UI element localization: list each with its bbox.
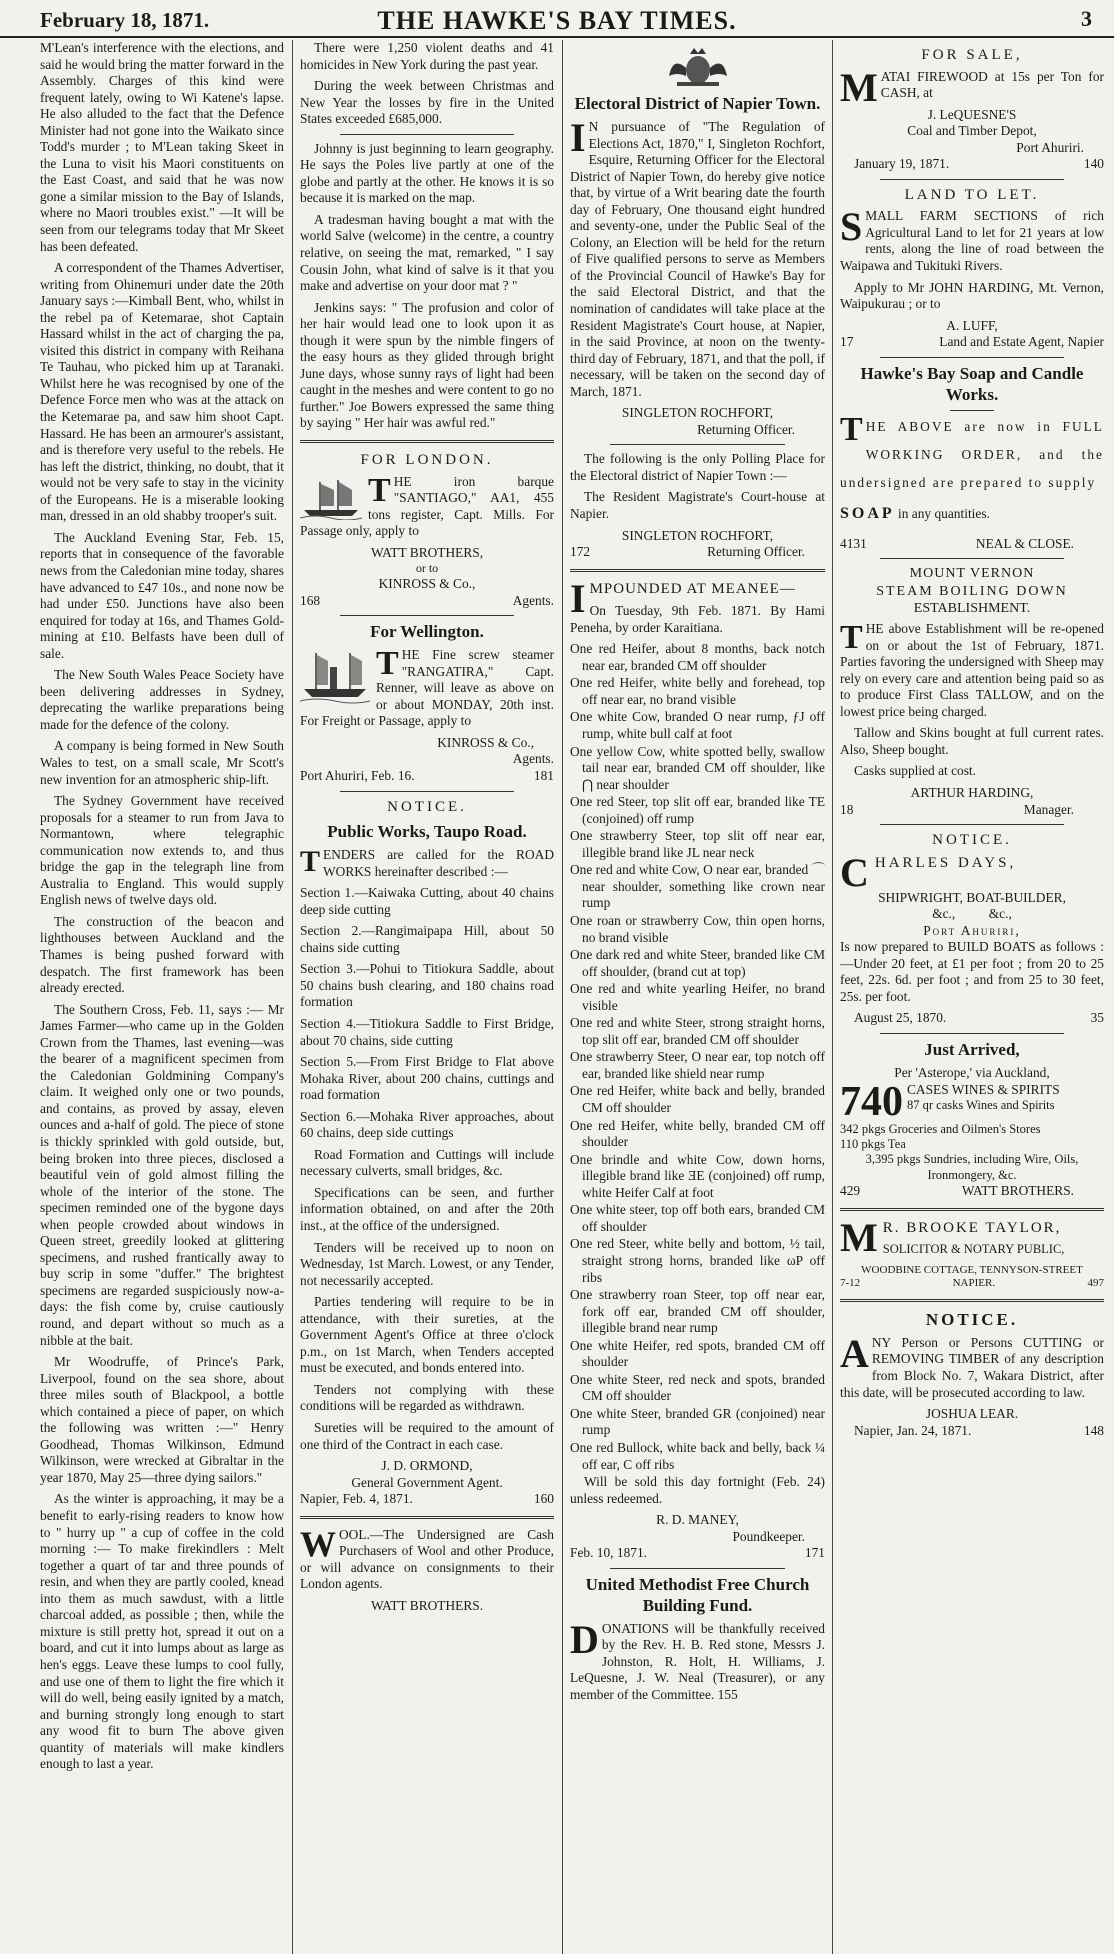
- column-3: Electoral District of Napier Town. I N pursuance of "The Regulation of Elections Act, 1870," I, Singleton Rochfort, Esquire, Returning Officer for the Electoral District of Napier Town, do hereby give notice that, by virtue of a Writ bearing date the fourth day of February, One thousand eight hundred and seventy-one, under the Public Seal of the Colony, an Election will be held for the return of Five qualified persons to serve as Members of the Provincial Council of Hawke's Bay for the said Electoral District, and that the nomination of candidates will take place at the Resident Magistrate's Court house, at Napier, in the said Province, at noon on the twenty-third day of February, 1871, and that the poll, if necessary, will be taken on the second day of March, 1871. SINGLETON ROCHFORT, Returning Officer. The following is the only Polling Place for the Electoral district of Napier Town :— The Resident Magistrate's Court-house at Napier. SINGLETON ROCHFORT, 172 Returning Officer. IMPOUNDED AT MEANEE— On Tuesday, 9th Feb. 1871. By Hami Peneha, by order Karaitiana. One red Heifer, about 8 months, back notch near ear, branded CM off shoulder One red Heifer, white belly and forehead, top off near ear, no brand visible One white Cow, branded O near rump, ƒJ off rump, white bull calf at foot One yellow Cow, white spotted belly, swallow tail near ear, branded CM off shoulder, like ⋂ near shoulder One red Steer, top slit off ear, branded like TE (conjoined) off rump One strawberry Steer, top slit off near ear, illegible brand like JL near neck One red and white Cow, O near ear, branded ⌒ near shoulder, something like crown near rump One roan or strawberry Cow, thin open horns, no brand visible One dark red and white Steer, branded like CM off shoulder, (brand cut at top) One red and white yearling Heifer, no brand visible One red and white Steer, strong straight horns, top slit off ear, branded CM off shoulder One strawberry Steer, O near ear, top notch off ear, branded like shield near rump One red Heifer, white back and belly, branded CM off shoulder One red Heifer, white belly, branded CM off shoulder One brindle and white Cow, down horns, illegible brand like ƎE (conjoined) off rump, white Heifer Calf at foot One white steer, top off both ears, branded CM off shoulder One red Steer, white belly and bottom, ½ tail, straight strong horns, branded like ωP off ribs One strawberry roan Steer, top off near ear, fork off ear, branded CM off shoulder, illegible brand near rump One white Heifer, red spots, branded CM off shoulder One white Steer, red neck and spots, branded CM off shoulder One white Steer, branded GR (conjoined) near rump One red Bullock, white back and belly, back ¼ off ear, C off ribs Will be sold this day fortnight (Feb. 24) unless redeemed. R. D. MANEY, Poundkeeper. Feb. 10, 1871. 171 United Methodist Free Church Building Fund. DONATIONS will be thankfully received by the Rev. H. B. Red stone, Messrs J. Johnston, R. Holt, H. Williams, J. LeQuesne, J. W. Neal (Treasurer), or any member of the Committee. 155: [570, 40, 825, 1954]
- ad-number: 168: [300, 592, 321, 608]
- divider: [880, 179, 1064, 180]
- ad-number: 140: [1083, 156, 1104, 172]
- notice-heading: NOTICE.: [932, 832, 1012, 849]
- tender-section: Section 3.—Pohui to Titiokura Saddle, about 50 chains bush clearing, and 180 chains road formation: [300, 961, 554, 1010]
- ad-number: 497: [1087, 1277, 1104, 1290]
- ad-heading: LAND TO LET.: [904, 186, 1040, 203]
- impounded-animal: One brindle and white Cow, down horns, illegible brand like ƎE (conjoined) off rump, white Heifer Calf at foot: [570, 1151, 825, 1200]
- agent-name: KINROSS & Co.,: [437, 734, 534, 750]
- page-number: 3: [1081, 6, 1092, 31]
- tender-section: Section 1.—Kaiwaka Cutting, about 40 chains deep side cutting: [300, 885, 554, 917]
- notice-heading: NOTICE.: [387, 798, 467, 815]
- impounded-animal: One red Bullock, white back and belly, back ¼ off ear, C off ribs: [570, 1439, 825, 1472]
- column-4: FOR SALE, MATAI FIREWOOD at 15s per Ton for CASH, at J. LeQUESNE'S Coal and Timber Depot, Port Ahuriri. January 19, 1871. 140 LAND TO LET. SMALL FARM SECTIONS of rich Agricultural Land to let for 21 years at low rents, along the line of road between the Waipawa and Tukituki Rivers. Apply to Mr JOHN HARDING, Mt. Vernon, Waipukurau ; or to A. LUFF, 17 Land and Estate Agent, Napier Hawke's Bay Soap and Candle Works. THE ABOVE are now in FULL WORKING ORDER, and the undersigned are prepared to supply SOAP in any quantities. 4131 NEAL & CLOSE. MOUNT VERNON STEAM BOILING DOWN ESTABLISHMENT. THE above Establishment will be re-opened on or about the 1st of February, 1871. Parties favoring the undersigned with Sheep may rely on every care and attention being paid so as to produce First Class TALLOW, and on the lowest price being charged. Tallow and Skins bought at full current rates. Also, Sheep bought. Casks supplied at cost. ARTHUR HARDING, 18 Manager. NOTICE. CHARLES DAYS, SHIPWRIGHT, BOAT-BUILDER, &c., &c., Port Ahuriri, Is now prepared to BUILD BOATS as follows :—Under 20 feet, at £1 per foot ; from 20 to 25 feet, 22s. 6d. per foot ; and from 25 to 30 feet, 25s. per foot. August 25, 1870. 35 Just Arrived, Per 'Asterope,' via Auckland, 740 CASES WINES & SPIRITS 87 qr casks Wines and Spirits 342 pkgs Groceries and Oilmen's Stores 110 pkgs Tea 3,395 pkgs Sundries, including Wire, Oils, Ironmongery, &c. 429 WATT BROTHERS. M R. BROOKE TAYLOR, SOLICITOR & NOTARY PUBLIC, WOODBINE COTTAGE, TENNYSON-STREET 7-12 NAPIER. 497 NOTICE. ANY Person or Persons CUTTING or REMOVING TIMBER of any description from Block No. 7, Wakara District, after this date, will be prosecuted according to law. JOSHUA LEAR. Napier, Jan. 24, 1871. 148: [840, 47, 1104, 1438]
- impounded-animal: One red Steer, white belly and bottom, ½ tail, straight strong horns, branded like ωP off ribs: [570, 1236, 825, 1285]
- divider: [950, 410, 994, 411]
- impounded-animal: One red and white Cow, O near ear, branded ⌒ near shoulder, something like crown near rump: [570, 862, 825, 911]
- impounded-animal: One white steer, top off both ears, branded CM off shoulder: [570, 1202, 825, 1234]
- divider: [570, 569, 825, 572]
- article-paragraph: Mr Woodruffe, of Prince's Park, Liverpool, found on the sea shore, about three miles south of Blackpool, a bottle which contained a piece of paper, on which the following was written :—" Henry Goodhead, Thomas Wilkinson, Edmund Wilkinson, were wrecked at Gibraltar in the year 1870, May 25—three dying sailors.": [40, 1354, 284, 1485]
- column-rule: [562, 40, 563, 1954]
- impounded-animal: One red and white Steer, strong straight horns, top slit off ear, branded CM off shoulder: [570, 1015, 825, 1047]
- divider: [300, 1516, 554, 1519]
- tender-section: Section 4.—Titiokura Saddle to First Bridge, about 70 chains, side cutting: [300, 1015, 554, 1048]
- column-1: [40, 40, 284, 1954]
- impounded-animal: One white Steer, branded GR (conjoined) near rump: [570, 1405, 825, 1438]
- signature: WATT BROTHERS.: [370, 1597, 484, 1613]
- divider: [880, 357, 1064, 358]
- ad-number: 172: [570, 544, 591, 560]
- agent-name: WATT BROTHERS,: [370, 544, 484, 560]
- article-paragraph: There were 1,250 violent deaths and 41 homicides in New York during the past year.: [300, 40, 554, 72]
- issue-date: February 18, 1871.: [40, 8, 210, 32]
- ad-heading: Hawke's Bay Soap and Candle Works.: [860, 363, 1084, 404]
- divider: [840, 1299, 1104, 1302]
- column-2: There were 1,250 violent deaths and 41 homicides in New York during the past year. During the week between Christmas and New Year the losses by fire in the United States exceeded £685,000. Johnny is just beginning to learn geography. He says the Poles live partly at one of the globe and partly at the other. He knows it is so because it is marked on the map. A tradesman having bought a mat with the world Salve (welcome) in the centre, a country relative, on seeing the mat, remarked, " I say Cousin John, what kind of salve is it that you make and advertise on your door mat ? " Jenkins says: " The profusion and color of her hair would lead one to look upon it as though it were spun by the nimble fingers of the easy hours as they glided through bright June days, whose sunny rays of light had been caught in the meshes and were content to go no further." Joe Bowers expressed the same thing by saying " Her hair was awful red." FOR LONDON. THE iron barque "SANTIAGO," AA1, 455 tons register, Capt. Mills. For Passage only, apply to WATT BROTHERS, or to KINROSS & Co., 168 Agents. For Wellington. THE Fine screw steamer "RANGATIRA," Capt. Renner, will leave as above on or about MONDAY, 20th inst. For Freight or Passage, apply to KINROSS & Co., Agents. Port Ahuriri, Feb. 16. 181 NOTICE. Public Works, Taupo Road. TENDERS are called for the ROAD WORKS hereinafter described :— Section 1.—Kaiwaka Cutting, about 40 chains deep side cutting Section 2.—Rangimaipapa Hill, about 50 chains side cutting Section 3.—Pohui to Titiokura Saddle, about 50 chains bush clearing, and 180 chains road formation Section 4.—Titiokura Saddle to First Bridge, about 70 chains, side cutting Section 5.—From First Bridge to Flat above Mohaka River, about 200 chains, cuttings and road formation Section 6.—Mohaka River approaches, about 60 chains, deep side cuttings Road Formation and Cuttings will include necessary culverts, small bridges, &c. Specifications can be seen, and further information obtained, on and after the 20th inst., at the office of the undersigned. Tenders will be received up to noon on Wednesday, 1st March. Lowest, or any Tender, not necessarily accepted. Parties tendering will require to be in attendance, with their sureties, at the Government Agent's Office at three o'clock p.m., on 1st March, when Tenders accepted must be executed, and bonds entered into. Tenders not complying with these conditions will be regarded as withdrawn. Sureties will be required to the amount of one third of the Contract in each case. J. D. ORMOND, General Government Agent. Napier, Feb. 4, 1871. 160 WOOL.—The Undersigned are Cash Purchasers of Wool and other Produce, or will advance on consignments to their London agents. WATT BROTHERS.: [300, 40, 554, 1613]
- article-paragraph: A tradesman having bought a mat with the world Salve (welcome) in the centre, a country relative, on seeing the mat, remarked, " I say Cousin John, what kind of salve is it that you make and advertise on your door mat ? ": [300, 211, 554, 294]
- signature: SINGLETON ROCHFORT,: [621, 527, 774, 543]
- signature: NEAL & CLOSE.: [975, 535, 1074, 551]
- ad-number: 171: [804, 1545, 825, 1561]
- divider: [300, 440, 554, 443]
- steamer-icon: [300, 649, 370, 705]
- impounded-list: [570, 641, 825, 1473]
- ad-number: 181: [533, 768, 554, 783]
- ad-heading: Electoral District of Napier Town.: [574, 94, 821, 113]
- column-rule: [832, 40, 833, 1954]
- ad-heading: For Wellington.: [370, 622, 484, 642]
- ad-number: 160: [533, 1491, 554, 1507]
- divider: [340, 134, 514, 135]
- signature: ARTHUR HARDING,: [910, 784, 1034, 800]
- notice-heading: NOTICE.: [925, 1309, 1019, 1329]
- divider: [880, 824, 1064, 825]
- ad-number: 17: [840, 334, 854, 350]
- divider: [610, 1568, 785, 1569]
- divider: [340, 615, 514, 616]
- ad-heading: FOR SALE,: [921, 47, 1023, 63]
- impounded-animal: One white Cow, branded O near rump, ƒJ off rump, white bull calf at foot: [570, 709, 825, 741]
- royal-arms-icon: [663, 46, 733, 88]
- impounded-animal: One strawberry Steer, top slit off near ear, illegible brand like JL near neck: [570, 828, 825, 860]
- ad-number: 18: [840, 801, 854, 817]
- impounded-animal: One white Steer, red neck and spots, branded CM off shoulder: [570, 1371, 825, 1404]
- article-paragraph: A correspondent of the Thames Advertiser, writing from Ohinemuri under date the 20th January says :—Kimball Bent, who, whilst in the rebel pa of Ketemarae, shot Captain Hassard whilst in the act of charging the pa, visited this district in company with Reihana Te Tauhau, who picked him up at Taranaki. Whilst here he was recognised by one of the Defence Force men who was at the attack on the Ketemarae pa, and saw him shoot Capt. Hassard. He has been an armourer's assistant, and is therefore very useful to the rebels. He has left the district, thinking, no doubt, that it would not be very safe to stay in the vicinity of the Europeans. He is a miserable looking man, dressed in an old shabby trooper's suit.: [40, 260, 284, 524]
- impounded-animal: One white Heifer, red spots, branded CM off shoulder: [570, 1337, 825, 1370]
- signature: JOSHUA LEAR.: [925, 1406, 1019, 1422]
- newspaper-title: THE HAWKE'S BAY TIMES.: [377, 6, 737, 35]
- ad-heading: FOR LONDON.: [360, 452, 494, 469]
- impounded-animal: One dark red and white Steer, branded like CM off shoulder, (brand cut at top): [570, 947, 825, 979]
- ad-number: 148: [1083, 1422, 1104, 1438]
- article-paragraph: Jenkins says: " The profusion and color of her hair would lead one to look upon it as though it were spun by the nimble fingers of the easy hours as they glided through bright June days, whose sunny rays of light had been caught in the meshes and were content to go no further." Joe Bowers expressed the same thing by saying " Her hair was awful red.": [300, 299, 554, 431]
- ship-icon: [300, 476, 362, 520]
- article-paragraph: The Southern Cross, Feb. 11, says :— Mr James Farmer—who came up in the Golden Crown from the Thames, last evening—was the bearer of a magnificent specimen from the Caledonian Goldmining Company's claim. It weighed only one or two pounds, and contains, as proved by assay, eleven ounces and a-half of gold. The piece of stone is thickly sprinkled with gold outside, but, being broken into three pieces, disclosed a beautiful vein of gold almost filling the whole of the interior of the stone. The specimen reminded one of the bygone days when people crowded about windows in Queen street, greedily looked at glittering specimens, and rushed frantically away to buy scrip in some "duffer." The brightest specimens are regarded suspiciously now-a-days: the fish come by, cruise cautiously round, and depart without so much as a nibble at the bait.: [40, 1001, 284, 1348]
- impounded-animal: One roan or strawberry Cow, thin open horns, no brand visible: [570, 913, 825, 945]
- signature: WATT BROTHERS.: [961, 1183, 1074, 1199]
- ad-heading: MOUNT VERNON: [909, 566, 1035, 582]
- ad-body: THE iron barque "SANTIAGO," AA1, 455 tons register, Capt. Mills. For Passage only, apply to: [300, 471, 554, 539]
- article-paragraph: The construction of the beacon and lighthouses between Auckland and the Thames is being pushed forward with despatch. The first framework has been already erected.: [40, 913, 284, 996]
- ad-heading: Just Arrived,: [924, 1039, 1020, 1059]
- impounded-animal: One red Heifer, white belly and forehead, top off near ear, no brand visible: [570, 675, 825, 707]
- ad-heading: Public Works, Taupo Road.: [327, 822, 527, 842]
- impounded-animal: One red Steer, top slit off ear, branded like TE (conjoined) off rump: [570, 794, 825, 826]
- article-paragraph: The New South Wales Peace Society have been delivering addresses in Sydney, deprecating the warlike preparations being made for the defence of the colony.: [40, 667, 284, 732]
- divider: [610, 444, 785, 445]
- signature: J. D. ORMOND,: [381, 1458, 473, 1474]
- tender-section: Section 6.—Mohaka River approaches, about 60 chains, deep side cuttings: [300, 1108, 554, 1141]
- ad-heading: MPOUNDED AT MEANEE—: [589, 580, 796, 597]
- article-paragraph: Johnny is just beginning to learn geography. He says the Poles live partly at one of the globe and partly at the other. He knows it is so because it is marked on the map.: [300, 140, 554, 206]
- ad-number: 35: [1090, 1010, 1104, 1026]
- signature: A. LUFF,: [946, 317, 998, 333]
- impounded-animal: One strawberry Steer, O near ear, top notch off ear, branded like shield near rump: [570, 1049, 825, 1081]
- article-paragraph: The Auckland Evening Star, Feb. 15, reports that in consequence of the favorable news from the Caledonian mine today, shares have advanced to £47 10s., and none now be had under £50. Junctions have also been enquired for today at 16s, and Thames Gold-mining at £10. Belfasts have been dull of sale.: [40, 529, 284, 661]
- column-rule: [292, 40, 293, 1954]
- ad-number: 4131: [840, 535, 867, 551]
- article-paragraph: The Sydney Government have received proposals for a steamer to run from Java to Normantown, where telegraphic communication now extends to, and thus bridge the gap in the telegraph line from Australia to England. This would supply English news of twelve days old.: [40, 793, 284, 908]
- impounded-animal: One red Heifer, white belly, branded CM off shoulder: [570, 1117, 825, 1150]
- ad-heading: United Methodist Free Church Building Fund.: [585, 1574, 810, 1615]
- article-paragraph: As the winter is approaching, it may be a benefit to early-rising readers to know how to " hurry up " a cup of coffee in the cold morning :— To make firekindlers : Melt together a quart of tar and three pounds of resin, and when they are partly cooled, knead into them as much sawdust, with a little charcoal added, as possible ; then, while the mixture is still pretty hot, spread it out on a board, and cut it into lumps about as large as hen's eggs. Leave these lumps to cool fully, and use one of them to light the fire which it will do well, being easily ignited by a match, and burning strongly long enough to start any wood fit to burn The above given quantity of materials will make kindlers enough to last a year.: [40, 1491, 284, 1772]
- divider: [840, 1208, 1104, 1211]
- masthead: [0, 0, 1114, 38]
- impounded-animal: One red Heifer, about 8 months, back notch near ear, branded CM off shoulder: [570, 641, 825, 673]
- signature: SINGLETON ROCHFORT,: [621, 405, 774, 421]
- agent-name: KINROSS & Co.,: [378, 576, 476, 592]
- article-paragraph: During the week between Christmas and New Year the losses by fire in the United States exceeded £685,000.: [300, 78, 554, 127]
- divider: [880, 1033, 1064, 1034]
- ad-number: 155: [717, 1686, 738, 1702]
- tender-section: Section 2.—Rangimaipapa Hill, about 50 chains side cutting: [300, 923, 554, 955]
- divider: [340, 791, 514, 792]
- divider: [880, 558, 1064, 559]
- article-paragraph: A company is being formed in New South Wales to test, on a small scale, Mr Scott's new invention for an atmospheric ship-lift.: [40, 738, 284, 787]
- impounded-animal: One red and white yearling Heifer, no brand visible: [570, 981, 825, 1013]
- ad-number: 429: [840, 1183, 861, 1199]
- impounded-animal: One yellow Cow, white spotted belly, swallow tail near ear, branded CM off shoulder, like ⋂ near shoulder: [570, 743, 825, 792]
- impounded-animal: One red Heifer, white back and belly, branded CM off shoulder: [570, 1083, 825, 1116]
- signature: R. D. MANEY,: [656, 1512, 739, 1528]
- impounded-animal: One strawberry roan Steer, top off near ear, fork off ear, branded CM off shoulder, illegible brand near rump: [570, 1287, 825, 1336]
- tender-section: Section 5.—From First Bridge to Flat above Mohaka River, about 200 chains, cuttings and road formation: [300, 1054, 554, 1103]
- big-number: 740: [840, 1081, 903, 1122]
- article-paragraph: M'Lean's interference with the elections, and said he would bring the matter forward in the Assembly. Charges of this kind were frequent lately, owing to Wi Katene's lapse. He also alluded to the fact that the Defence Minister had not gone into the Waikato since Todd's murder ; to M'Lean taking Skeet in the Luna to visit his Maori constituents on the East Coast, and said that he was now gone a similar mission to the Bay of Islands, where no Maori troubles exist." —It will be seen from our telegrams today that Mr Skeet has been defeated.: [40, 40, 284, 254]
